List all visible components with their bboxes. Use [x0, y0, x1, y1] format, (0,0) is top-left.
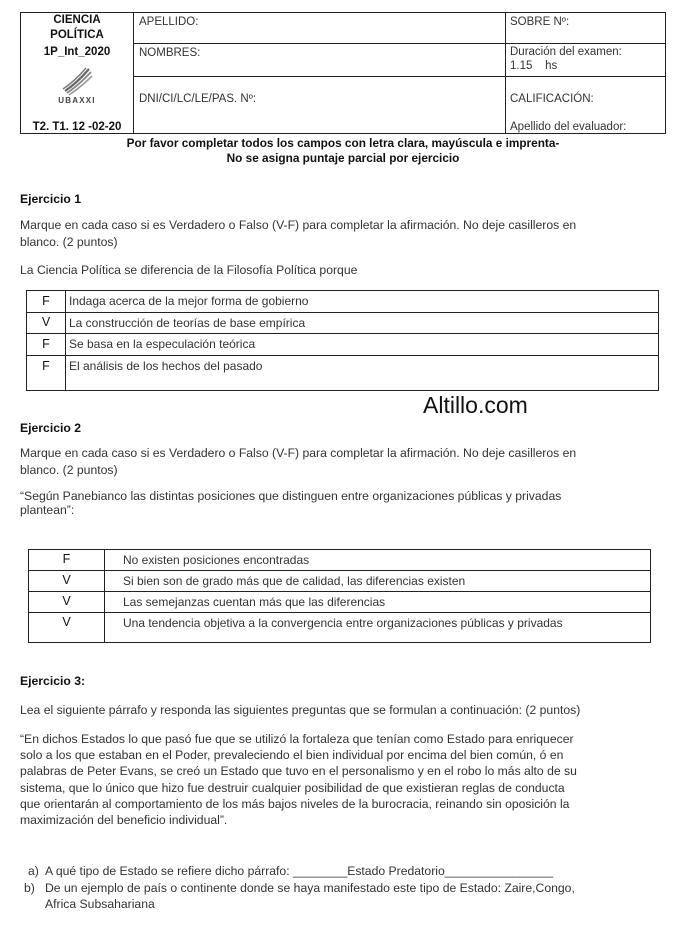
quote-line: maximización del beneficio individual”.: [20, 813, 228, 828]
ejercicio1-table: [26, 290, 659, 391]
statement-cell: Si bien son de grado más que de calidad, las diferencias existen: [123, 574, 466, 588]
instructions: [20, 136, 666, 166]
answer-cell[interactable]: V: [62, 594, 71, 608]
nombres-field[interactable]: NOMBRES:: [139, 47, 201, 59]
question-b-line1: De un ejemplo de país o continente donde se haya manifestado este tipo de Estado: Zaire,Congo,: [45, 881, 575, 895]
quote-line: palabras de Peter Evans, se creó un Estado que tuvo en el personalismo y en el robo lo más alto de su: [20, 764, 577, 779]
calificacion-field[interactable]: CALIFICACIÓN:: [510, 93, 594, 105]
ejercicio2-prompt-line1: Marque en cada caso si es Verdadero o Falso (V-F) para completar la afirmación. No deje casilleros en: [20, 446, 577, 460]
table-row: [29, 592, 650, 613]
subject-line1: CIENCIA: [53, 14, 101, 26]
ejercicio2-statement-line2: plantean”:: [20, 503, 75, 517]
ejercicio1-title: Ejercicio 1: [20, 192, 81, 206]
duracion-value: 1.15 hs: [510, 60, 558, 72]
question-a-answer[interactable]: A qué tipo de Estado se refiere dicho párrafo: ________Estado Predatorio________________: [45, 864, 554, 878]
ejercicio3-title: Ejercicio 3:: [20, 674, 86, 688]
statement-cell: El análisis de los hechos del pasado: [69, 359, 263, 373]
statement-cell: Indaga acerca de la mejor forma de gobierno: [69, 294, 309, 308]
ejercicio2-title: Ejercicio 2: [20, 421, 81, 435]
statement-cell: Las semejanzas cuentan más que las diferencias: [123, 595, 386, 609]
quote-line: solo a los que estaban en el Poder, prevaleciendo el bien individual por encima del bien común, ó en: [20, 748, 564, 763]
ubaxxi-logo: [55, 65, 99, 105]
quote-line: que orientarán al comportamiento de los más bajos niveles de la burocracia, reinando sin oposición la: [20, 796, 570, 811]
apellido-field[interactable]: APELLIDO:: [139, 16, 199, 28]
ejercicio2-statement-line1: “Según Panebianco las distintas posiciones que distinguen entre organizaciones públicas y privadas: [20, 489, 562, 503]
exam-code: 1P_Int_2020: [43, 46, 111, 58]
table-row: [27, 334, 658, 356]
table-row: [27, 356, 658, 390]
ejercicio2-statement: [20, 489, 561, 517]
table-row: [29, 571, 650, 592]
statement-cell: No existen posiciones encontradas: [123, 553, 310, 567]
quote-line: sistema, que lo único que hizo fue destruir cualquier posibilidad de que existieran reglas de conducta: [20, 780, 565, 795]
subject-line2: POLÍTICA: [50, 29, 104, 41]
answer-cell[interactable]: V: [41, 315, 51, 329]
instructions-line2: No se asigna puntaje parcial por ejercicio: [226, 151, 460, 165]
answer-cell[interactable]: V: [62, 573, 71, 587]
question-b-marker: b): [24, 881, 35, 895]
svg-text:UBAXXI: UBAXXI: [58, 96, 96, 105]
table-row: [27, 313, 658, 334]
exam-header: [20, 12, 666, 134]
quote-line: “En dichos Estados lo que pasó fue que se utilizó la fortaleza que tenían como Estado para enriquecer: [20, 732, 574, 746]
ejercicio1-prompt-line1: Marque en cada caso si es Verdadero o Falso (V-F) para completar la afirmación. No deje casilleros en: [20, 218, 577, 232]
sobre-field[interactable]: SOBRE Nº:: [510, 16, 570, 28]
statement-cell: Se basa en la especulación teórica: [69, 337, 256, 351]
statement-cell: Una tendencia objetiva a la convergencia entre organizaciones públicas y privadas: [123, 616, 563, 630]
subject-name: [21, 13, 133, 60]
answer-cell[interactable]: F: [42, 359, 50, 373]
duracion-label: Duración del examen:: [510, 46, 622, 58]
table-row: [29, 550, 650, 571]
ejercicio2-table: [28, 549, 651, 643]
answer-cell[interactable]: F: [62, 552, 71, 566]
table-row: [27, 291, 658, 313]
ejercicio1-prompt: [20, 217, 576, 250]
answer-cell[interactable]: V: [62, 615, 71, 629]
answer-cell[interactable]: F: [42, 337, 50, 351]
question-b-line2: Africa Subsahariana: [45, 897, 155, 911]
statement-cell: La construcción de teorías de base empírica: [69, 316, 306, 330]
instructions-line1: Por favor completar todos los campos con letra clara, mayúscula e imprenta-: [126, 136, 560, 150]
ejercicio3-prompt: Lea el siguiente párrafo y responda las siguientes preguntas que se formulan a continuación: (2 puntos): [20, 703, 581, 717]
evaluador-field[interactable]: Apellido del evaluador:: [510, 121, 627, 133]
ejercicio1-prompt-line2: blanco. (2 puntos): [20, 235, 118, 249]
ejercicio1-statement: La Ciencia Política se diferencia de la Filosofía Política porque: [20, 263, 358, 277]
ejercicio2-prompt: [20, 445, 576, 478]
watermark: Altillo.com: [423, 392, 528, 418]
question-b-answer[interactable]: [45, 880, 575, 912]
question-a-marker: a): [28, 864, 39, 878]
ejercicio2-prompt-line2: blanco. (2 puntos): [20, 463, 118, 477]
ejercicio3-quote: [20, 731, 577, 828]
table-row: [29, 613, 650, 642]
dni-field[interactable]: DNI/CI/LC/LE/PAS. Nº:: [139, 93, 257, 105]
answer-cell[interactable]: F: [42, 294, 50, 308]
theme-code: T2. T1. 12 -02-20: [32, 121, 122, 133]
